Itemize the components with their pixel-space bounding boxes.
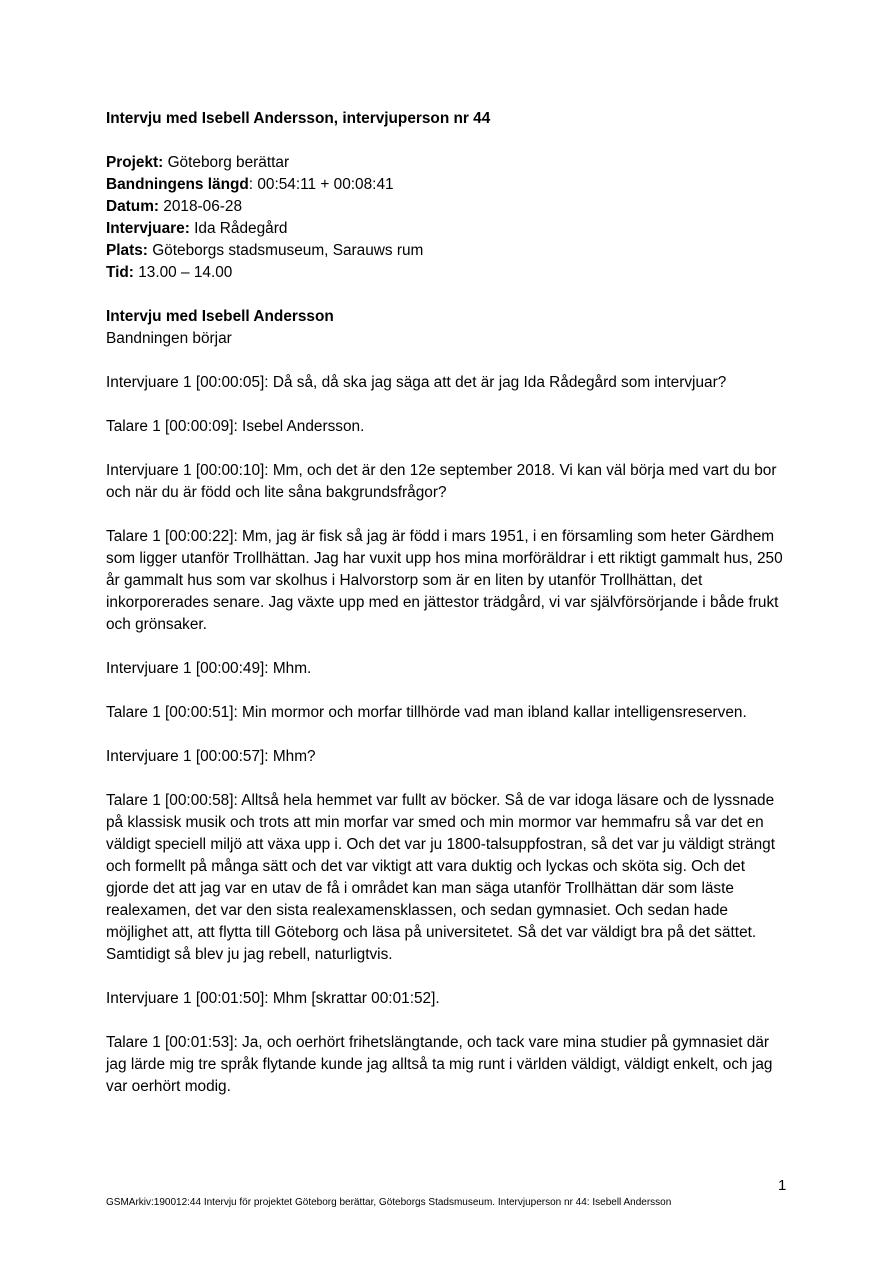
transcript-turn: Talare 1 [00:00:09]: Isebel Andersson. <box>106 418 365 435</box>
page-number: 1 <box>778 1177 787 1194</box>
meta-label: Bandningens längd <box>106 176 249 193</box>
transcript-turn: Talare 1 [00:00:22]: Mm, jag är fisk så jag är född i mars 1951, i en församling som heter Gärdhem som ligger utanför Trollhättan. Jag har vuxit upp hos mina morföräldrar i ett riktigt gammalt hus, 250 år gammalt hus som var skolhus i Halvorstorp som är en liten by utanför Trollhättan, det inkorporerades senare. Jag växte upp med en jättestor trädgård, vi var självförsörjande i både frukt och grönsaker. <box>106 528 783 633</box>
meta-date <box>106 196 792 218</box>
meta-value: Ida Rådegård <box>189 220 288 237</box>
meta-value: 2018-06-28 <box>159 198 243 215</box>
transcript-turn: Intervjuare 1 [00:00:57]: Mhm? <box>106 748 316 765</box>
meta-label: Projekt: <box>106 154 164 171</box>
transcript-turn: Talare 1 [00:00:51]: Min mormor och morfar tillhörde vad man ibland kallar intelligensreserven. <box>106 704 747 721</box>
section-subtitle: Bandningen börjar <box>106 330 232 347</box>
meta-value: Göteborg berättar <box>163 154 290 171</box>
meta-interviewer <box>106 218 792 240</box>
meta-label: Intervjuare: <box>106 220 190 237</box>
document-body <box>106 108 792 1120</box>
transcript-turn: Intervjuare 1 [00:01:50]: Mhm [skrattar 00:01:52]. <box>106 990 440 1007</box>
transcript-turn: Talare 1 [00:01:53]: Ja, och oerhört frihetslängtande, och tack vare mina studier på gymnasiet där jag lärde mig tre språk flytande kunde jag alltså ta mig runt i världen väldigt, väldigt enkelt, och jag var oerhört modig. <box>106 1034 773 1095</box>
meta-label: Plats: <box>106 242 148 259</box>
meta-project <box>106 152 792 174</box>
meta-time <box>106 262 792 284</box>
metadata-block <box>106 152 792 284</box>
meta-value: : 00:54:11 + 00:08:41 <box>248 176 394 193</box>
transcript-turn: Intervjuare 1 [00:00:05]: Då så, då ska jag säga att det är jag Ida Rådegård som intervjuar? <box>106 374 727 391</box>
meta-label: Tid: <box>106 264 134 281</box>
meta-value: Göteborgs stadsmuseum, Sarauws rum <box>147 242 424 259</box>
page-footer: GSMArkiv:190012:44 Intervju för projektet Göteborg berättar, Göteborgs Stadsmuseum. Intervjuperson nr 44: Isebell Andersson <box>106 1197 672 1208</box>
document-title: Intervju med Isebell Andersson, intervjuperson nr 44 <box>106 110 491 127</box>
meta-place <box>106 240 792 262</box>
section-title: Intervju med Isebell Andersson <box>106 308 334 325</box>
transcript-turn: Talare 1 [00:00:58]: Alltså hela hemmet var fullt av böcker. Så de var idoga läsare och de lyssnade på klassisk musik och trots att min morfar var smed och min mormor var hemmafru så var det en väldigt speciell miljö att växa upp i. Och det var ju 1800-talsuppfostran, så det var ju väldigt strängt och formellt på många sätt och det var viktigt att vara duktig och lyckas och sköta sig. Och det gjorde det att jag var en utav de få i området kan man säga utanför Trollhättan där som läste realexamen, det var den sista realexamensklassen, och sedan gymnasiet. Och sedan hade möjlighet att, att flytta till Göteborg och läsa på universitetet. Så det var väldigt bra på det sättet. Samtidigt så blev ju jag rebell, naturligtvis. <box>106 792 775 963</box>
meta-label: Datum: <box>106 198 160 215</box>
transcript-turn: Intervjuare 1 [00:00:49]: Mhm. <box>106 660 312 677</box>
meta-value: 13.00 – 14.00 <box>133 264 233 281</box>
transcript-turn: Intervjuare 1 [00:00:10]: Mm, och det är den 12e september 2018. Vi kan väl börja med vart du bor och när du är född och lite såna bakgrundsfrågor? <box>106 462 777 501</box>
meta-recording-length <box>106 174 792 196</box>
